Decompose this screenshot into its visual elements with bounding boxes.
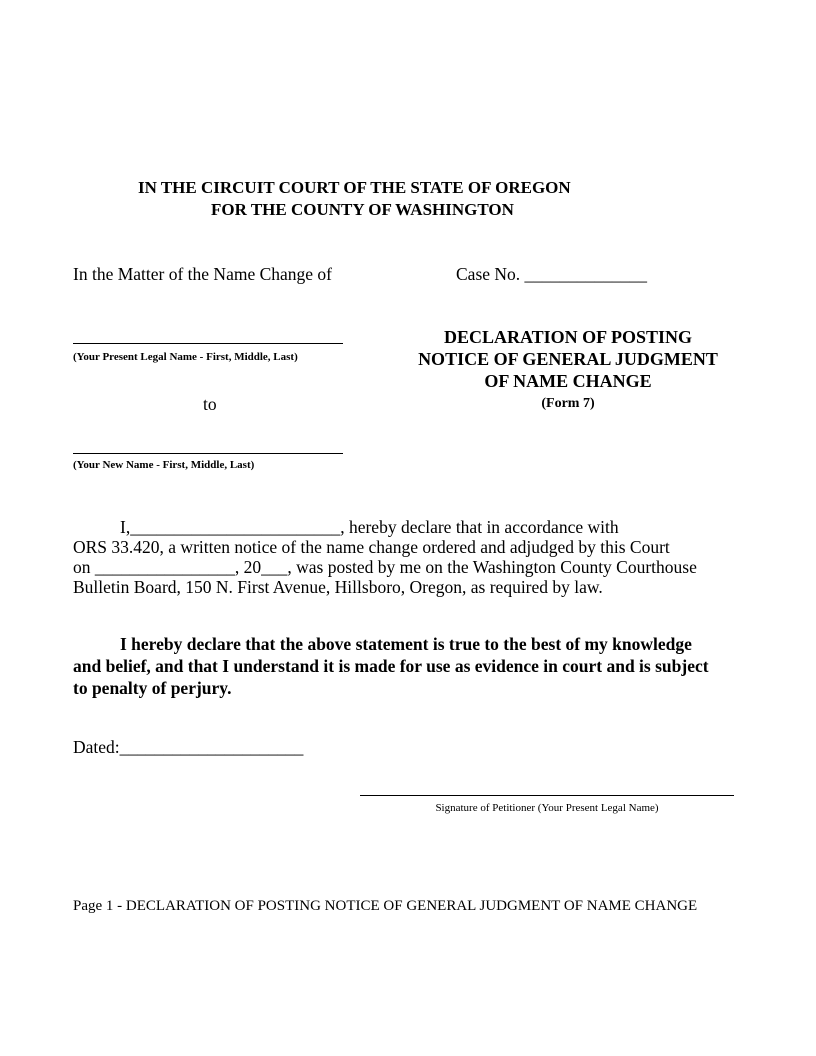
signature-label: Signature of Petitioner (Your Present Legal Name) — [435, 802, 659, 814]
present-name-label: (Your Present Legal Name - First, Middle, Last) — [73, 351, 298, 363]
form-number: (Form 7) — [541, 396, 595, 411]
present-name-line[interactable] — [73, 343, 343, 344]
body-line-3: on ________________, 20___, was posted by me on the Washington County Courthouse — [73, 557, 697, 577]
document-title-line-2: NOTICE OF GENERAL JUDGMENT — [418, 349, 718, 369]
court-header-line-2: FOR THE COUNTY OF WASHINGTON — [211, 200, 514, 219]
body-line-2: ORS 33.420, a written notice of the name change ordered and adjudged by this Court — [73, 537, 670, 557]
new-name-label: (Your New Name - First, Middle, Last) — [73, 459, 255, 471]
case-number-blank[interactable]: ______________ — [524, 264, 648, 284]
case-number-label: Case No. — [456, 264, 521, 284]
document-title-line-1: DECLARATION OF POSTING — [443, 327, 693, 347]
declaration-line-1: I hereby declare that the above statement is true to the best of my knowledge — [120, 634, 692, 654]
page-footer: Page 1 - DECLARATION OF POSTING NOTICE OF GENERAL JUDGMENT OF NAME CHANGE — [73, 898, 698, 914]
new-name-line[interactable] — [73, 453, 343, 454]
document-title-line-3: OF NAME CHANGE — [484, 371, 652, 391]
to-label: to — [203, 394, 217, 414]
matter-label: In the Matter of the Name Change of — [73, 264, 333, 284]
dated-field[interactable]: Dated:_____________________ — [73, 737, 304, 757]
declaration-line-2: and belief, and that I understand it is made for use as evidence in court and is subject — [73, 656, 709, 676]
declaration-line-3: to penalty of perjury. — [73, 678, 232, 698]
court-header-line-1: IN THE CIRCUIT COURT OF THE STATE OF OREGON — [138, 178, 571, 197]
signature-line[interactable] — [360, 795, 734, 796]
body-line-1: I,________________________, hereby declare that in accordance with — [120, 517, 619, 537]
case-number-field[interactable] — [456, 264, 647, 285]
body-line-4: Bulletin Board, 150 N. First Avenue, Hillsboro, Oregon, as required by law. — [73, 577, 603, 597]
